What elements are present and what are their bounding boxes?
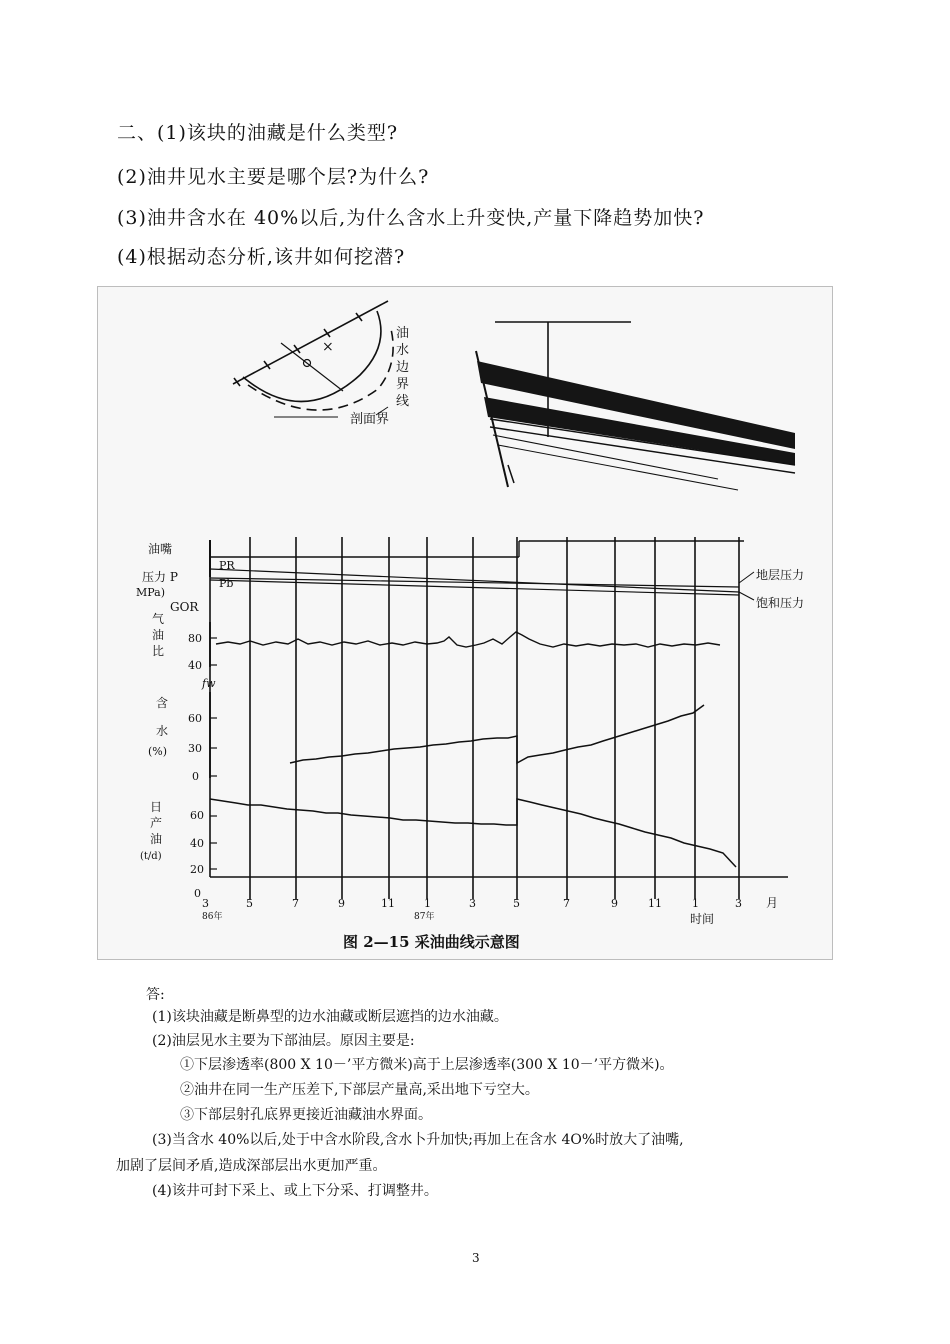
pressure-unit-label: MPa)	[136, 586, 166, 599]
x-tick-7: 3	[469, 897, 476, 910]
plan-cross: ×	[322, 339, 334, 355]
gor-cn-1: 气	[152, 612, 165, 626]
answer-line-2: (2)油层见水主要为下部油层。原因主要是:	[152, 1033, 415, 1049]
answer-line-3: ①下层渗透率(800 X 10－’平方微米)高于上层渗透率(300 X 10－’平方微米)。	[180, 1057, 674, 1073]
water-tick-60: 60	[188, 712, 202, 725]
question-4: (4)根据动态分析,该井如何挖潜?	[117, 246, 406, 268]
x-tick-11: 11	[648, 897, 662, 910]
water-tick-30: 30	[188, 742, 202, 755]
water-tick-0: 0	[192, 770, 199, 783]
month-label: 月	[766, 896, 779, 910]
year-label-86: 86年	[202, 912, 223, 922]
gor-curve	[216, 632, 720, 647]
oil-tick-20: 20	[190, 863, 204, 876]
saturation-pressure-label: 饱和压力	[756, 596, 805, 610]
time-label: 时间	[690, 912, 715, 926]
x-tick-8: 5	[513, 897, 520, 910]
figure-drawing	[98, 287, 832, 959]
pb-label: Pb	[219, 577, 234, 590]
answer-line-1: (1)该块油藏是断鼻型的边水油藏或断层遮挡的边水油藏。	[152, 1009, 508, 1025]
oil-tick-0: 0	[194, 887, 201, 900]
figure-caption: 图 2—15 采油曲线示意图	[343, 933, 520, 951]
choke-label: 油嘴	[148, 542, 173, 556]
fault-line	[233, 301, 388, 384]
question-3: (3)油井含水在 40%以后,为什么含水上升变快,产量下降趋势加快?	[117, 207, 705, 229]
answer-label: 答:	[146, 987, 165, 1003]
plan-view	[233, 301, 393, 417]
pr-label: PR	[219, 559, 235, 572]
oil-cn-3: 油	[150, 832, 163, 846]
owc-label-1: 油	[396, 326, 410, 341]
x-tick-3: 7	[292, 897, 299, 910]
x-tick-9: 7	[563, 897, 570, 910]
water-cn-2: 水	[156, 724, 169, 738]
answer-line-8: (4)该井可封下采上、或上下分采、打调整井。	[152, 1183, 438, 1199]
oil-tick-40: 40	[190, 837, 204, 850]
production-figure	[97, 286, 833, 960]
owc-label-2: 水	[396, 343, 410, 358]
question-1: 二、(1)该块的油藏是什么类型?	[117, 122, 399, 144]
page-number: 3	[472, 1251, 480, 1265]
answer-line-6: (3)当含水 40%以后,处于中含水阶段,含水卜升加快;再加上在含水 4O%时放大了油嘴,	[152, 1132, 684, 1148]
x-tick-6: 1	[424, 897, 431, 910]
answer-line-4: ②油井在同一生产压差下,下部层产量高,采出地下亏空大。	[180, 1082, 539, 1098]
x-tick-1: 3	[202, 897, 209, 910]
x-tick-5: 11	[381, 897, 395, 910]
x-tick-2: 5	[246, 897, 253, 910]
gor-label: GOR	[170, 600, 199, 614]
answer-line-5: ③下部层射孔底界更接近油藏油水界面。	[180, 1107, 432, 1123]
x-tick-13: 3	[735, 897, 742, 910]
year-label-87: 87年	[414, 912, 435, 922]
owc-label-4: 界	[396, 377, 410, 392]
pressure-label: 压力 P	[142, 570, 178, 584]
owc-arc	[243, 311, 381, 402]
gor-tick-40: 40	[188, 659, 202, 672]
oil-cn-1: 日	[150, 800, 163, 814]
formation-pressure-label: 地层压力	[756, 568, 805, 582]
x-tick-12: 1	[692, 897, 699, 910]
oil-cn-2: 产	[150, 816, 163, 830]
answer-line-7: 加剧了层间矛盾,造成深部层出水更加严重。	[116, 1158, 387, 1174]
water-cn-1: 含	[156, 696, 169, 710]
section-boundary-label: 剖面界	[350, 412, 390, 427]
oil-tick-60: 60	[190, 809, 204, 822]
gor-cn-2: 油	[152, 628, 165, 642]
gor-tick-80: 80	[188, 632, 202, 645]
oil-cn-4: (t/d)	[140, 851, 162, 862]
x-tick-10: 9	[611, 897, 618, 910]
owc-label-3: 边	[396, 360, 410, 375]
cross-section	[476, 322, 795, 490]
gor-cn-3: 比	[152, 644, 165, 658]
fw-label: fw	[202, 677, 216, 690]
x-tick-4: 9	[338, 897, 345, 910]
owc-label-5: 线	[396, 394, 410, 409]
chart-grid	[210, 537, 788, 899]
question-2: (2)油井见水主要是哪个层?为什么?	[117, 166, 430, 188]
water-cut-curve	[290, 705, 704, 763]
water-cn-3: (%)	[148, 745, 168, 758]
